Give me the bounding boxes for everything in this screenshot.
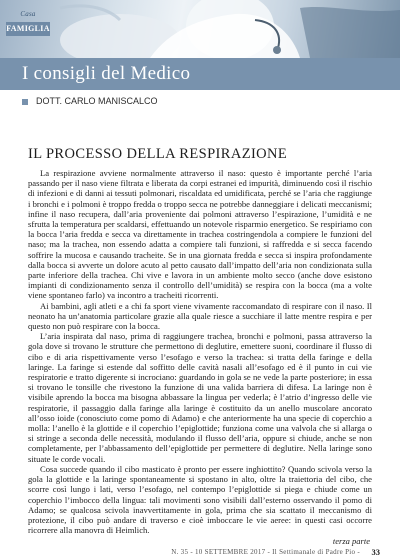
- article-paragraph: Ai bambini, agli atleti e a chi fa sport viene vivamente raccomandato di respirare con il naso. Il neonato ha un’anatomia particolare grazie alla quale riesce a succhiare il latte mentre respira e per questo non può respirare con la bocca.: [28, 300, 372, 332]
- article-paragraph: Cosa succede quando il cibo masticato è pronto per essere inghiottito? Quando scivola verso la gola la glottide e la laringe spontaneamente si spostano in alto, oltre la traiettoria del cibo, che scorre così lungo i lati, verso l’esofago, nel contempo l’epiglottide si piega e chiude come un coperchio l’imbocco della lingua: tali movimenti sono visibili dall’esterno osservando il pomo di Adamo; se qualcosa scivola inavvertitamente in gola, prima che sia scattato il meccanismo di protezione, il cibo può andare di traverso e cioè imboccare le vie aeree: in questi casi occorre ricorrere alla manovra di Heimlich.: [28, 463, 372, 536]
- doctor-illustration: [0, 0, 400, 58]
- article-paragraph: La respirazione avviene normalmente attraverso il naso: questo è importante perché l’aria passando per il naso viene filtrata e liberata da corpi estranei ed impurità, diminuendo così il rischio di infezioni e di danni ai tessuti polmonari, riscaldata ed umidificata, perché se l’aria che raggiunge i bronchi e i polmoni è troppo fredda o troppo secca ne potrebbe danneggiare i delicati meccanismi; infine il naso recupera, dall’aria proveniente dai polmoni attraverso l’espirazione, l’umidità e ne sfrutta la temperatura per scaldarsi, effettuando un notevole risparmio energetico. Se respiriamo con la bocca l’aria fredda e secca va direttamente in trachea costringendola a compiere le funzioni del naso; ma la trachea, non essendo adatta a compiere tali funzioni, si raffredda e si secca facendo soffrire la mucosa e causando tracheite. Se in una giornata fredda e secca si inspira profondamente dalla bocca si avverte un dolore acuto al petto causato dall’impatto dell’aria non condizionata sulla parte inferiore della trachea. Chi vive e lavora in un ambiente molto secco (anche dove esistono impianti di condizionamento senza il controllo dell’umidità) se respira con la bocca (ma a volte viene spontaneo farlo) va incontro a tracheiti ricorrenti.: [28, 168, 372, 301]
- article-paragraph: L’aria inspirata dal naso, prima di raggiungere trachea, bronchi e polmoni, passa attraverso la gola dove si trovano le strutture che permettono di deglutire, emettere suoni, coordinare il flusso di cibo e di aria rispettivamente verso l’esofago e verso la trachea: si tratta della faringe e della laringe. La faringe si estende dal soffitto delle cavità nasali all’esofago ed è il punto in cui vie respiratorie e tratto digerente si incrociano: guardando in gola se ne vede la parte posteriore; in essa si trovano le tonsille che rivestono la funzione di una valida barriera di difesa. La laringe non è visibile aprendo la bocca ma bisogna abbassare la lingua per vederla; è l’atrio d’ingresso delle vie respiratorie, il passaggio dalla faringe alla laringe è costituito da un anello muscolare ancorato all’osso ioide (conosciuto come pomo di Adamo) e che anteriormente ha una specie di coperchio a molla: l’anello è la glottide e il coperchio l’epiglottide; funziona come una valvola che si allarga o si stringe a seconda delle necessità, modulando il flusso dell’aria, oppure si chiude, anche se non completamente, per l’abbassamento dell’epiglottide per permettere di deglutire. Nella laringe sono situate le corde vocali.: [28, 331, 372, 464]
- article-body: [28, 168, 372, 535]
- page-number: 33: [371, 547, 380, 557]
- section-banner: [0, 58, 400, 90]
- bullet-square-icon: [22, 99, 28, 105]
- logo-band-text: FAMIGLIA: [6, 22, 50, 36]
- page-footer: [0, 548, 400, 560]
- magazine-logo: [6, 10, 50, 46]
- author-byline: [22, 94, 158, 108]
- header-photo: [0, 0, 400, 58]
- section-title: I consigli del Medico: [22, 63, 191, 84]
- issue-info: N. 35 - 10 SETTEMBRE 2017 - Il Settimanale di Padre Pio -: [171, 548, 360, 556]
- article-title: IL PROCESSO DELLA RESPIRAZIONE: [28, 146, 288, 162]
- page-header: [0, 0, 400, 112]
- logo-top-text: Casa: [20, 10, 36, 18]
- series-note: terza parte: [332, 536, 370, 546]
- author-name: DOTT. CARLO MANISCALCO: [36, 96, 158, 106]
